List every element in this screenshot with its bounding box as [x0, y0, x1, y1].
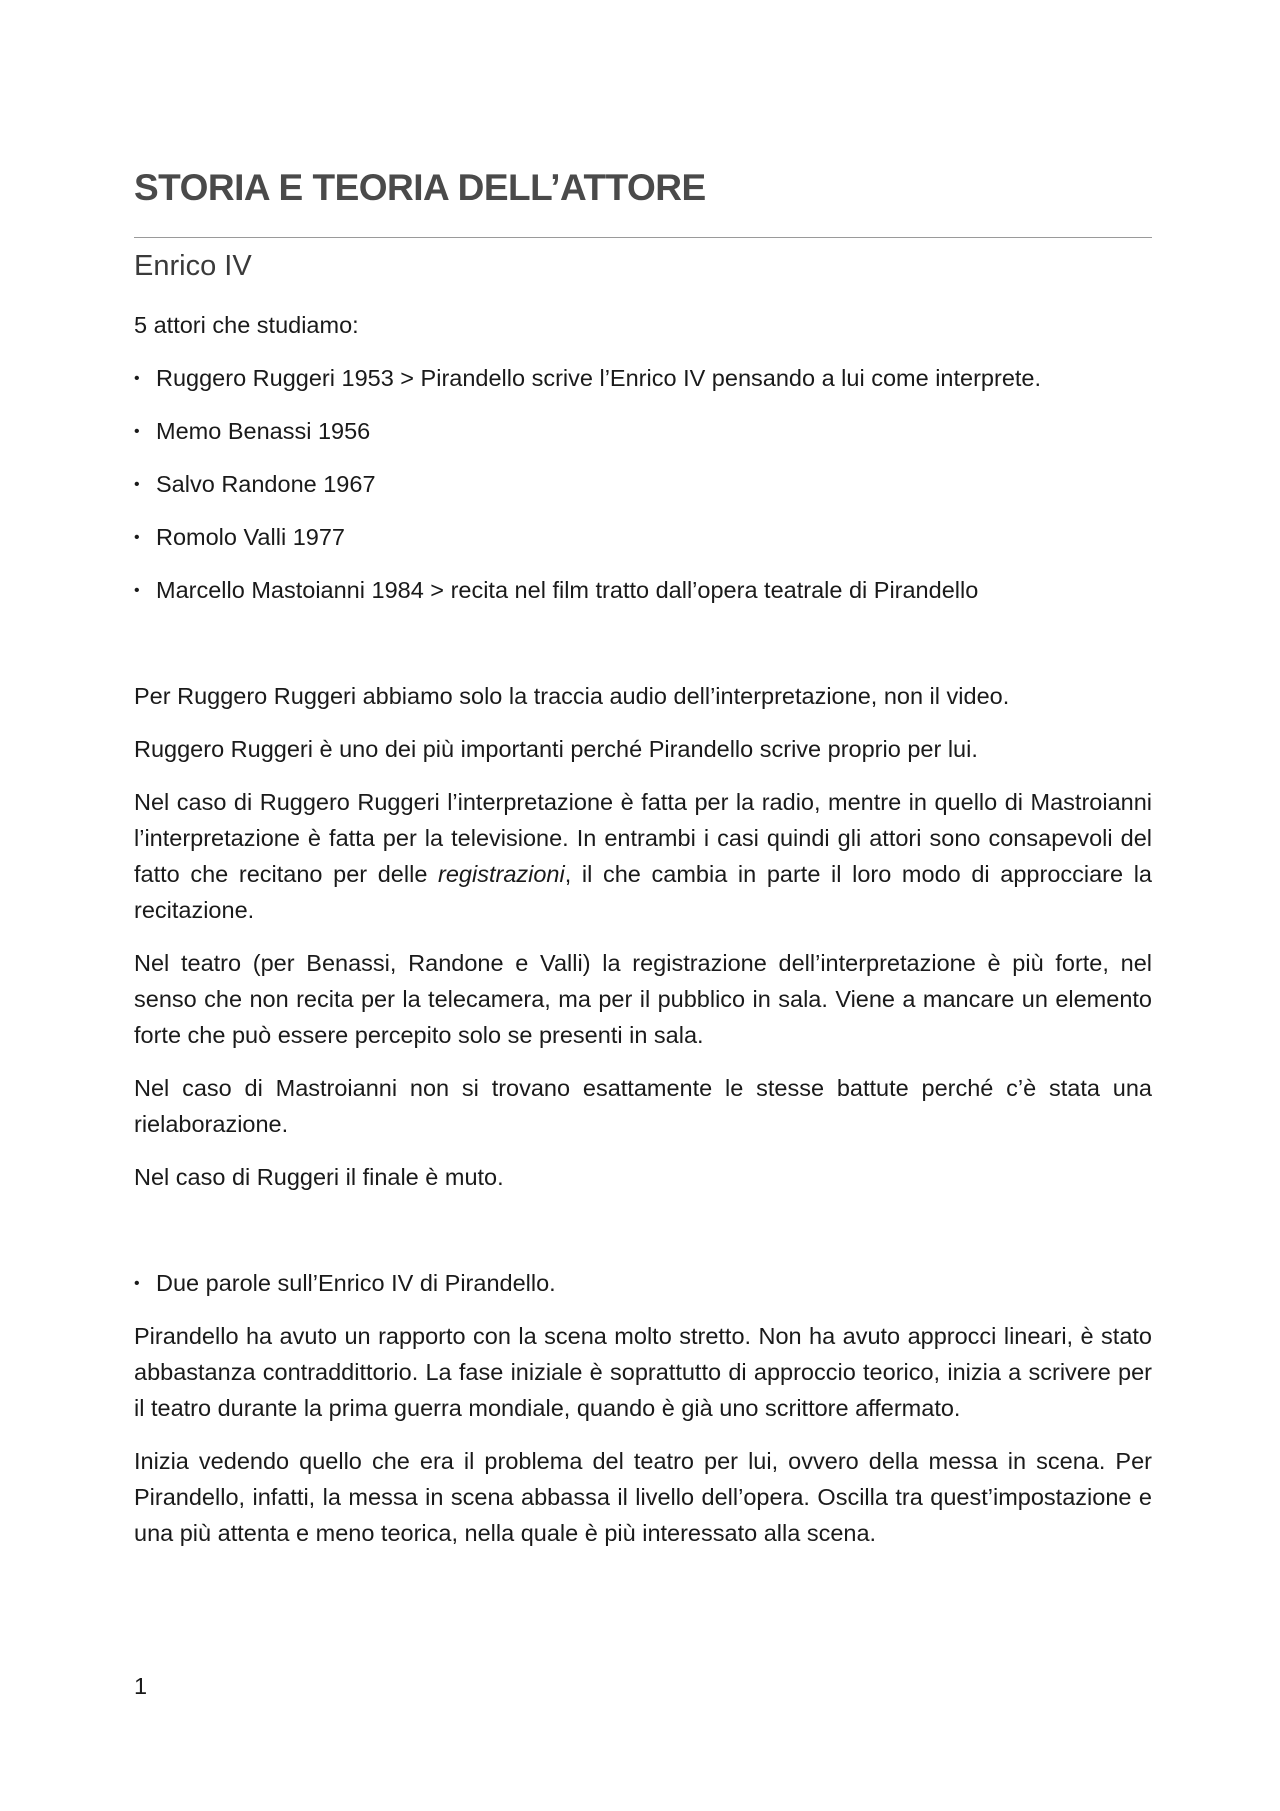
document-title: STORIA E TEORIA DELL’ATTORE [134, 167, 706, 208]
paragraph-staging-problem: Inizia vedendo quello che era il problema del teatro per lui, ovvero della messa in scena. Per Pirandello, infatti, la messa in scena abbassa il livello dell’opera. Oscilla tra quest’impostazione e una più attenta e meno teorica, nella quale è più interessato alla scena. [134, 1448, 1152, 1547]
paragraph-text: , il che cambia in parte il loro modo di approcciare la recitazione. [134, 861, 1152, 924]
list-item [134, 1265, 1152, 1301]
emphasis-text: registrazioni [438, 861, 565, 888]
bullet-icon: • [134, 582, 140, 600]
spacer [134, 1212, 1152, 1265]
paragraph-mastroianni: Nel caso di Mastroianni non si trovano esattamente le stesse battute perché c’è stata una rielaborazione. [134, 1075, 1152, 1138]
page-content [134, 168, 1152, 1568]
list-item-text: Romolo Valli 1977 [156, 524, 345, 551]
bullet-icon: • [134, 476, 140, 494]
list-item-text: Due parole sull’Enrico IV di Pirandello. [156, 1270, 556, 1297]
list-item [134, 413, 1152, 449]
list-item [134, 360, 1152, 396]
bullet-icon: • [134, 370, 140, 388]
paragraph-pirandello-scene: Pirandello ha avuto un rapporto con la scena molto stretto. Non ha avuto approcci lineari, è stato abbastanza contraddittorio. La fase iniziale è soprattutto di approccio teorico, inizia a scrivere per il teatro durante la prima guerra mondiale, quando è già uno scrittore affermato. [134, 1323, 1152, 1422]
paragraph-text: Nel caso di Ruggero Ruggeri l’interpretazione è fatta per la radio, mentre in quello di Mastroianni l’interpretazione è fatta per la televisione. In entrambi i casi quindi gli attori sono consapevoli del fatto che recitano per delle [134, 789, 1152, 888]
paragraph-audio-trace: Per Ruggero Ruggeri abbiamo solo la traccia audio dell’interpretazione, non il video. [134, 683, 1010, 710]
list-item [134, 519, 1152, 555]
list-item-text: Salvo Randone 1967 [156, 471, 376, 498]
paragraph-importance: Ruggero Ruggeri è uno dei più importanti perché Pirandello scrive proprio per lui. [134, 736, 978, 763]
page-number: 1 [134, 1673, 148, 1699]
paragraph-theatre: Nel teatro (per Benassi, Randone e Valli) la registrazione dell’interpretazione è più forte, nel senso che non recita per la telecamera, ma per il pubblico in sala. Viene a mancare un elemento forte che può essere percepito solo se presenti in sala. [134, 950, 1152, 1049]
list-item [134, 572, 1152, 608]
bullet-icon: • [134, 423, 140, 441]
spacer [134, 625, 1152, 678]
list-item-text: Memo Benassi 1956 [156, 418, 371, 445]
intro-text: 5 attori che studiamo: [134, 312, 359, 339]
list-item-text: Ruggero Ruggeri 1953 > Pirandello scrive l’Enrico IV pensando a lui come interprete. [156, 365, 1042, 392]
list-item [134, 466, 1152, 502]
bullet-icon: • [134, 529, 140, 547]
section-bullet-list [134, 1265, 1152, 1301]
paragraph-silent-ending: Nel caso di Ruggeri il finale è muto. [134, 1164, 504, 1191]
title-divider [134, 237, 1152, 238]
list-item-text: Marcello Mastoianni 1984 > recita nel film tratto dall’opera teatrale di Pirandello [156, 577, 979, 604]
section-subtitle: Enrico IV [134, 249, 252, 282]
bullet-icon: • [134, 1275, 140, 1293]
actors-list [134, 360, 1152, 608]
paragraph-radio-television [134, 784, 1152, 928]
